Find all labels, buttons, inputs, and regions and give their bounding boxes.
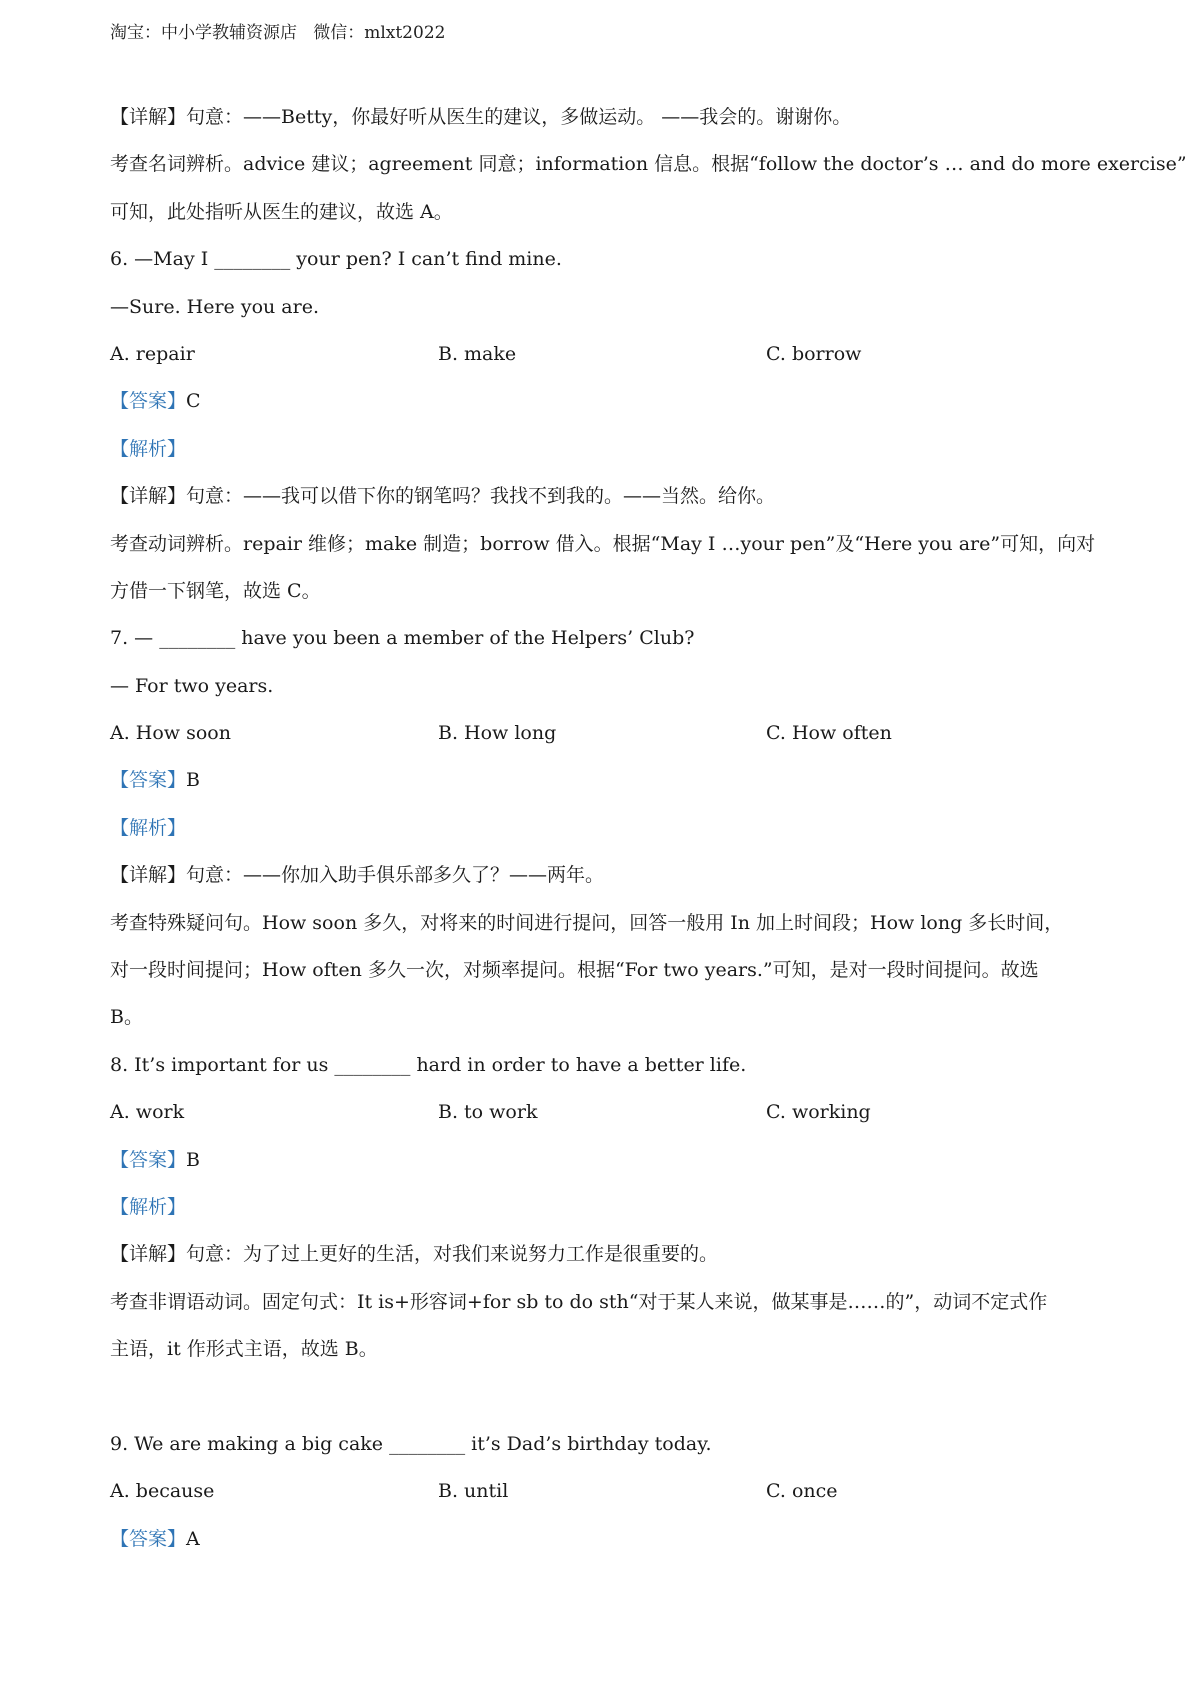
q8-explanation-1: 考查非谓语动词。固定句式：It is+形容词+for sb to do sth“对于某人来说，做某事是……的”，动词不定式作 xyxy=(110,1290,1048,1313)
q8-option-a: A. work xyxy=(110,1101,185,1124)
q8-detail-line xyxy=(110,1231,1100,1278)
q8-stem: 8. It’s important for us ________ hard in order to have a better life. xyxy=(110,1053,747,1076)
q8-option-b: B. to work xyxy=(438,1101,538,1124)
q9-option-c: C. once xyxy=(766,1480,838,1503)
q7-analysis-label: 【解析】 xyxy=(110,816,187,839)
q6-reply: —Sure. Here you are. xyxy=(110,295,319,318)
q6-stem: 6. —May I ________ your pen? I can’t find mine. xyxy=(110,248,562,271)
q6-analysis-label: 【解析】 xyxy=(110,437,187,460)
q8-option-c: C. working xyxy=(766,1101,871,1124)
q5-detail: 句意：——Betty，你最好听从医生的建议，多做运动。 ——我会的。谢谢你。 xyxy=(186,106,852,128)
detail-label: 【详解】 xyxy=(110,864,187,887)
q6-explanation-1: 考查动词辨析。repair 维修；make 制造；borrow 借入。根据“May I …your pen”及“Here you are”可知，向对 xyxy=(110,532,1096,555)
page-header: 淘宝：中小学教辅资源店 微信：mlxt2022 xyxy=(110,23,446,43)
page-content xyxy=(110,94,1187,1563)
spacer xyxy=(110,1374,1100,1421)
q7-reply: — For two years. xyxy=(110,674,274,697)
q7-options xyxy=(110,710,1100,757)
q9-answer: A xyxy=(186,1527,200,1550)
q6-options xyxy=(110,331,1100,378)
q7-explanation-2: 对一段时间提问；How often 多久一次，对频率提问。根据“For two years.”可知，是对一段时间提问。故选 xyxy=(110,959,1039,982)
answer-label: 【答案】 xyxy=(110,390,187,413)
q7-detail: 句意：——你加入助手俱乐部多久了？——两年。 xyxy=(186,864,605,887)
q5-explanation-2: 可知，此处指听从医生的建议，故选 A。 xyxy=(110,200,453,223)
q7-option-a: A. How soon xyxy=(110,722,231,745)
q7-option-c: C. How often xyxy=(766,722,892,745)
q8-options xyxy=(110,1089,1100,1136)
q8-detail: 句意：为了过上更好的生活，对我们来说努力工作是很重要的。 xyxy=(186,1243,719,1266)
q6-answer-line xyxy=(110,378,1100,425)
q5-explanation-1: 考查名词辨析。advice 建议；agreement 同意；information 信息。根据“follow the doctor’s … and do more exercise” xyxy=(110,153,1187,176)
q6-option-a: A. repair xyxy=(110,342,195,365)
answer-label: 【答案】 xyxy=(110,1527,187,1550)
q6-option-c: C. borrow xyxy=(766,342,862,365)
detail-label: 【详解】 xyxy=(110,485,187,508)
detail-label: 【详解】 xyxy=(110,106,187,128)
q7-explanation-3: B。 xyxy=(110,1006,143,1029)
q8-answer-line xyxy=(110,1137,1100,1184)
q7-answer-line xyxy=(110,757,1100,804)
q7-explanation-1: 考查特殊疑问句。How soon 多久，对将来的时间进行提问，回答一般用 In 加上时间段；How long 多长时间， xyxy=(110,911,1064,934)
q8-analysis-label: 【解析】 xyxy=(110,1195,187,1218)
answer-label: 【答案】 xyxy=(110,1148,187,1171)
q7-option-b: B. How long xyxy=(438,722,557,745)
q7-stem: 7. — ________ have you been a member of the Helpers’ Club? xyxy=(110,627,695,650)
q9-option-b: B. until xyxy=(438,1480,509,1503)
q5-detail-line xyxy=(110,94,1100,141)
q8-explanation-2: 主语，it 作形式主语，故选 B。 xyxy=(110,1338,378,1361)
q9-answer-line xyxy=(110,1516,1100,1563)
q6-answer: C xyxy=(186,390,201,413)
q6-detail-line xyxy=(110,473,1100,520)
q9-option-a: A. because xyxy=(110,1480,215,1503)
q6-option-b: B. make xyxy=(438,342,517,365)
detail-label: 【详解】 xyxy=(110,1243,187,1266)
q9-options xyxy=(110,1468,1100,1515)
answer-label: 【答案】 xyxy=(110,769,187,792)
q9-stem: 9. We are making a big cake ________ it’s Dad’s birthday today. xyxy=(110,1432,712,1455)
q6-explanation-2: 方借一下钢笔，故选 C。 xyxy=(110,579,321,602)
q8-answer: B xyxy=(186,1148,200,1171)
q6-detail: 句意：——我可以借下你的钢笔吗？我找不到我的。——当然。给你。 xyxy=(186,485,776,508)
q7-answer: B xyxy=(186,769,200,792)
q7-detail-line xyxy=(110,852,1100,899)
